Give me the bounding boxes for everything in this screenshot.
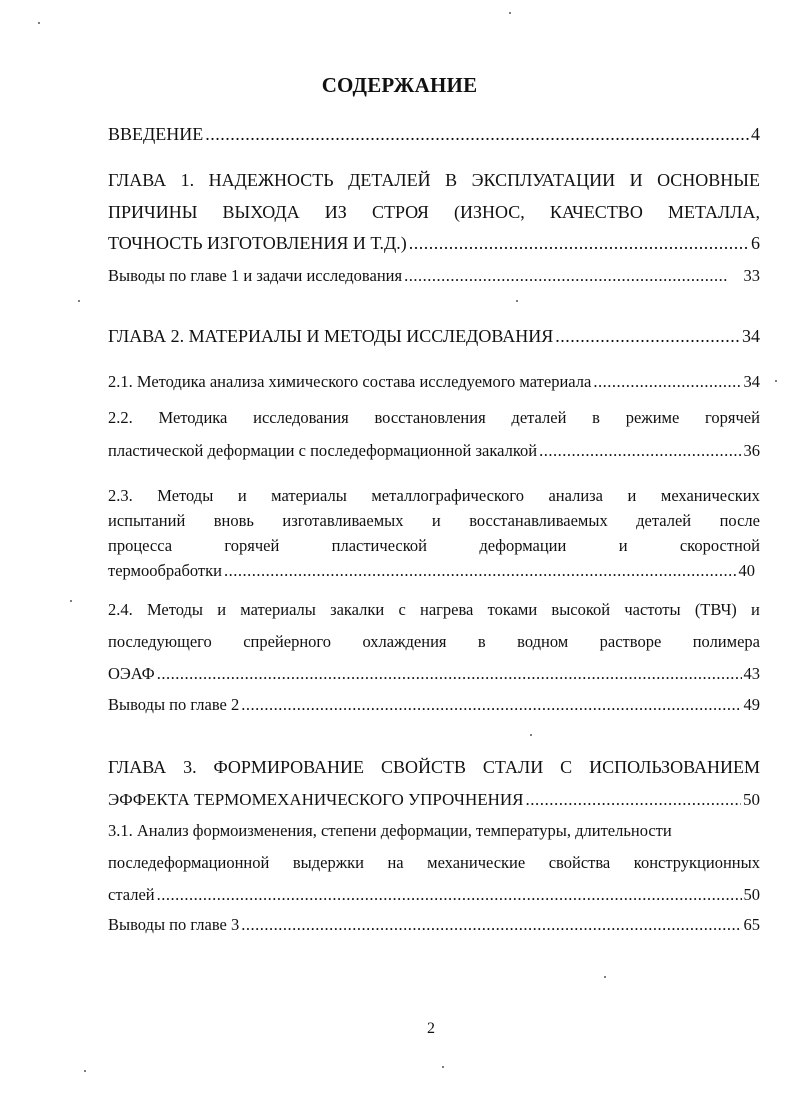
toc-entry-page: 50 (743, 790, 760, 809)
word: вновь (213, 511, 254, 530)
toc-section-2-2-line-1 (108, 408, 760, 428)
toc-entry-label: ТОЧНОСТЬ ИЗГОТОВЛЕНИЯ И Т.Д.) (108, 233, 407, 253)
word: ИСПОЛЬЗОВАНИЕМ (589, 757, 760, 777)
word: Методы (157, 486, 214, 505)
scan-speck (509, 12, 511, 14)
scan-speck (38, 22, 40, 24)
word: ДЕТАЛЕЙ (348, 170, 431, 190)
toc-entry-label: 2.1. Методика анализа химического состава исследуемого материала (108, 372, 592, 391)
word: закалки (330, 600, 385, 619)
word: высокой (551, 600, 611, 619)
leader-dots (409, 233, 749, 253)
toc-section-2-1 (108, 372, 760, 392)
word: пластической (331, 536, 428, 555)
toc-entry-label: 3.1. Анализ формоизменения, степени деформации, температуры, длительности (108, 821, 672, 840)
toc-entry-page: 36 (743, 441, 760, 460)
word: режиме (625, 408, 680, 427)
word: испытаний (108, 511, 186, 530)
leader-dots (593, 372, 741, 392)
word: изготавливаемых (282, 511, 404, 530)
toc-section-2-4-line-2 (108, 632, 760, 652)
leader-dots (241, 915, 741, 935)
toc-entry-label: ЭФФЕКТА ТЕРМОМЕХАНИЧЕСКОГО УПРОЧНЕНИЯ (108, 790, 524, 809)
leader-dots (241, 695, 741, 715)
word: анализа (548, 486, 603, 505)
scan-speck (775, 380, 777, 382)
toc-chapter-3-line-1 (108, 757, 760, 777)
word: ФОРМИРОВАНИЕ (213, 757, 365, 777)
scan-speck (604, 976, 606, 978)
leader-dots (404, 266, 727, 286)
word: механических (660, 486, 760, 505)
word: материалы (240, 600, 316, 619)
toc-entry-page: 4 (751, 124, 760, 144)
word: СТРОЯ (371, 202, 429, 222)
toc-entry-page: 33 (743, 266, 760, 285)
toc-chapter-2 (108, 326, 760, 346)
word: В (445, 170, 458, 190)
word: и (751, 600, 760, 619)
word: ЭКСПЛУАТАЦИИ (471, 170, 616, 190)
word: материалы (271, 486, 347, 505)
toc-chapter-1-line-1 (108, 170, 760, 190)
word: 1. (180, 170, 195, 190)
word: металлографического (371, 486, 524, 505)
word: процесса (108, 536, 173, 555)
toc-section-2-4-line-1 (108, 600, 760, 620)
toc-chapter-3-conclusions (108, 915, 760, 935)
word: и (237, 486, 247, 505)
word: нагрева (419, 600, 474, 619)
word: после (719, 511, 760, 530)
toc-chapter-1-line-3 (108, 233, 760, 253)
toc-section-2-3-line-1 (108, 486, 760, 506)
word: (ИЗНОС, (454, 202, 525, 222)
toc-entry-label: термообработки (108, 561, 222, 580)
word: в (477, 632, 486, 651)
leader-dots (224, 561, 737, 581)
word: механические (427, 853, 526, 872)
toc-chapter-2-conclusions (108, 695, 760, 715)
toc-entry-intro (108, 124, 760, 144)
leader-dots (157, 664, 742, 684)
page-title: СОДЕРЖАНИЕ (321, 73, 478, 97)
word: горячей (224, 536, 280, 555)
leader-dots (157, 885, 742, 905)
word: и (618, 536, 628, 555)
toc-entry-label: Выводы по главе 1 и задачи исследования (108, 266, 403, 285)
word: 3. (183, 757, 197, 777)
page-number: 2 (427, 1020, 435, 1037)
word: ВЫХОДА (222, 202, 300, 222)
leader-dots (205, 124, 749, 144)
word: ИЗ (324, 202, 347, 222)
word: Методы (146, 600, 203, 619)
word: полимера (692, 632, 760, 651)
toc-entry-label: сталей (108, 885, 155, 904)
toc-chapter-1-line-2 (108, 202, 760, 222)
word: И (629, 170, 643, 190)
word: выдержки (292, 853, 364, 872)
word: ОСНОВНЫЕ (657, 170, 760, 190)
toc-entry-page: 43 (743, 664, 760, 683)
toc-entry-page: 6 (751, 233, 760, 253)
word: деформации (479, 536, 567, 555)
word: спрейерного (243, 632, 332, 651)
word: ГЛАВА (108, 757, 167, 777)
word: СТАЛИ (482, 757, 544, 777)
word: охлаждения (362, 632, 447, 651)
toc-section-3-1-line-2 (108, 853, 760, 873)
word: и (217, 600, 227, 619)
leader-dots (526, 790, 741, 810)
toc-entry-label: ГЛАВА 2. МАТЕРИАЛЫ И МЕТОДЫ ИССЛЕДОВАНИЯ (108, 326, 554, 346)
word: токами (487, 600, 538, 619)
toc-entry-label: ВВЕДЕНИЕ (108, 124, 204, 144)
word: водном (517, 632, 569, 651)
toc-section-2-4-line-3 (108, 664, 760, 684)
toc-entry-label: Выводы по главе 3 (108, 915, 240, 934)
toc-entry-page: 50 (743, 885, 760, 904)
toc-chapter-3-line-2 (108, 790, 760, 810)
word: восстановления (374, 408, 486, 427)
word: КАЧЕСТВО (549, 202, 643, 222)
toc-section-2-2-line-2 (108, 441, 760, 461)
word: в (592, 408, 600, 427)
leader-dots (555, 326, 740, 346)
scan-speck (442, 1066, 444, 1068)
word: деталей (636, 511, 692, 530)
toc-entry-page: 34 (743, 372, 760, 391)
scan-speck (516, 300, 518, 302)
toc-chapter-1-conclusions (108, 266, 760, 286)
word: 2.2. (108, 408, 133, 427)
word: Методика (158, 408, 228, 427)
word: ПРИЧИНЫ (108, 202, 198, 222)
word: на (387, 853, 404, 872)
toc-entry-page: 49 (743, 695, 760, 714)
toc-entry-page: 65 (743, 915, 760, 934)
word: скоростной (679, 536, 760, 555)
word: С (560, 757, 573, 777)
word: с (398, 600, 406, 619)
word: и (627, 486, 637, 505)
leader-dots (539, 441, 741, 461)
word: 2.3. (108, 486, 133, 505)
scan-speck (530, 734, 532, 736)
word: исследования (253, 408, 349, 427)
word: восстанавливаемых (469, 511, 608, 530)
word: частоты (624, 600, 681, 619)
word: свойства (548, 853, 611, 872)
word: конструкционных (633, 853, 760, 872)
word: горячей (705, 408, 760, 427)
word: растворе (599, 632, 662, 651)
word: 2.4. (108, 600, 133, 619)
word: последеформационной (108, 853, 270, 872)
word: (ТВЧ) (694, 600, 737, 619)
word: последующего (108, 632, 212, 651)
toc-entry-label: пластической деформации с последеформационной закалкой (108, 441, 538, 460)
toc-entry-page: 34 (742, 326, 760, 346)
toc-section-3-1-line-3 (108, 885, 760, 905)
word: НАДЕЖНОСТЬ (208, 170, 334, 190)
word: СВОЙСТВ (380, 757, 466, 777)
word: и (431, 511, 441, 530)
toc-entry-page: 40 (738, 561, 755, 580)
word: МЕТАЛЛА, (667, 202, 760, 222)
word: деталей (511, 408, 567, 427)
toc-entry-label: ОЭАФ (108, 664, 155, 683)
toc-section-2-3-line-4 (108, 561, 755, 581)
toc-section-2-3-line-3 (108, 536, 760, 556)
toc-entry-label: Выводы по главе 2 (108, 695, 240, 714)
scan-speck (78, 300, 80, 302)
toc-section-3-1-line-1 (108, 821, 760, 841)
scan-speck (70, 600, 72, 602)
scan-speck (84, 1070, 86, 1072)
toc-section-2-3-line-2 (108, 511, 760, 531)
word: ГЛАВА (108, 170, 167, 190)
